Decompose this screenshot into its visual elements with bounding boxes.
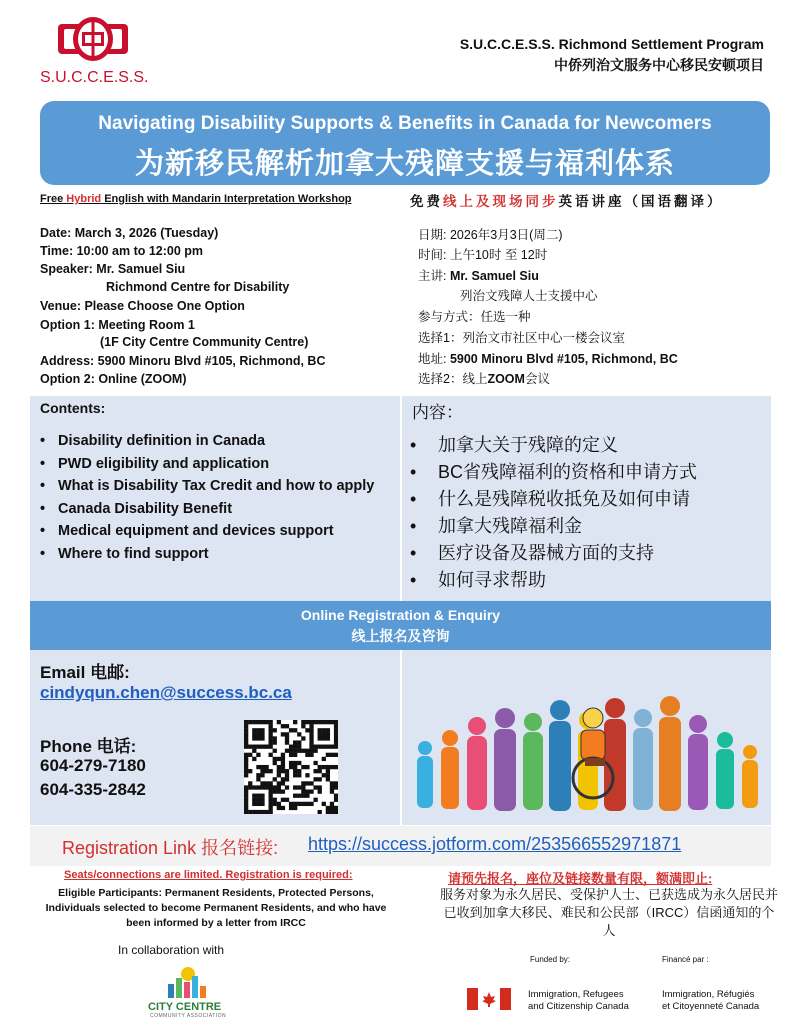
phone-label: Phone 电话: bbox=[40, 737, 137, 756]
date-zh: 日期: 2026年3月3日(周二) bbox=[418, 228, 563, 242]
option1-detail-en: (1F City Centre Community Centre) bbox=[100, 335, 309, 349]
success-logo-icon bbox=[38, 14, 163, 88]
ircc-name-en bbox=[528, 989, 629, 1013]
funded-by-label: Funded by: bbox=[530, 955, 571, 964]
contents-list-zh bbox=[410, 432, 765, 594]
list-item: • Canada Disability Benefit bbox=[40, 498, 395, 521]
contents-list-en bbox=[40, 430, 395, 565]
speaker-en: Speaker: Mr. Samuel Siu bbox=[40, 262, 186, 276]
canada-flag bbox=[467, 988, 511, 1010]
collaboration-label: In collaboration with bbox=[118, 943, 225, 957]
list-item: • 什么是残障税收抵免及如何申请 bbox=[410, 486, 765, 513]
registration-link-label: Registration Link 报名链接: bbox=[62, 838, 279, 858]
speaker-org-en: Richmond Centre for Disability bbox=[106, 280, 290, 294]
ircc-fr-line-2: et Citoyenneté Canada bbox=[662, 1001, 760, 1012]
address-en: Address: 5900 Minoru Blvd #105, Richmond, BC bbox=[40, 354, 326, 368]
canada-flag-icon bbox=[467, 988, 511, 1010]
city-centre-name: CITY CENTRE bbox=[148, 1001, 222, 1013]
qr-code-icon bbox=[244, 720, 338, 814]
registration-link[interactable]: https://success.jotform.com/253566552971871 bbox=[308, 834, 682, 854]
venue-en: Venue: Please Choose One Option bbox=[40, 299, 245, 313]
title-en: Navigating Disability Supports & Benefits in Canada for Newcomers bbox=[98, 113, 712, 134]
workshop-en-highlight: Hybrid bbox=[66, 193, 102, 205]
city-centre-subtitle: COMMUNITY ASSOCIATION bbox=[150, 1013, 227, 1019]
success-logo bbox=[38, 14, 163, 88]
email-label: Email 电邮: bbox=[40, 663, 130, 682]
contents-divider bbox=[400, 396, 402, 601]
eligibility-en: Eligible Participants: Permanent Residents, Protected Persons, Individuals selected to become Permanent Residents, and who have been informed by a letter from IRCC bbox=[45, 887, 387, 929]
list-item: • 加拿大关于残障的定义 bbox=[410, 432, 765, 459]
speaker-zh bbox=[418, 267, 539, 285]
logo-text: S.U.C.C.E.S.S. bbox=[40, 69, 149, 86]
ircc-fr-line-1: Immigration, Réfugiés bbox=[662, 989, 755, 1000]
workshop-type-en bbox=[40, 193, 352, 205]
title-zh: 为新移民解析加拿大残障支援与福利体系 bbox=[134, 148, 675, 180]
workshop-zh-highlight: 线上及现场同步 bbox=[443, 194, 559, 209]
ircc-en-line-1: Immigration, Refugees bbox=[528, 989, 624, 1000]
eligibility-zh: 服务对象为永久居民、受保护人士、已获选成为永久居民并已收到加拿大移民、难民和公民部（IRCC）信函通知的个人 bbox=[440, 887, 779, 938]
contents-title-en: Contents: bbox=[40, 400, 106, 416]
list-item: • 医疗设备及器械方面的支持 bbox=[410, 540, 765, 567]
email-link[interactable]: cindyqun.chen@success.bc.ca bbox=[40, 683, 292, 702]
workshop-zh-suffix: 英语讲座（国语翻译） bbox=[558, 194, 724, 209]
list-item: • 加拿大残障福利金 bbox=[410, 513, 765, 540]
list-item: • PWD eligibility and application bbox=[40, 453, 395, 476]
ircc-en-line-2: and Citizenship Canada bbox=[528, 1001, 629, 1012]
speaker-label-zh: 主讲: bbox=[418, 269, 450, 283]
option2-zh bbox=[418, 370, 550, 388]
seats-notice-en: Seats/connections are limited. Registration is required: bbox=[64, 869, 353, 881]
time-en: Time: 10:00 am to 12:00 pm bbox=[40, 244, 204, 258]
venue-zh: 参与方式：任选一种 bbox=[418, 310, 531, 324]
people-illustration bbox=[405, 660, 767, 820]
city-centre-logo-icon bbox=[140, 962, 240, 1002]
people-illustration-icon bbox=[405, 660, 767, 820]
list-item: • BC省残障福利的资格和申请方式 bbox=[410, 459, 765, 486]
phone-number-1[interactable]: 604-279-7180 bbox=[40, 756, 146, 775]
option2-en: Option 2: Online (ZOOM) bbox=[40, 372, 187, 386]
program-name-zh: 中侨列治文服务中心移民安顿项目 bbox=[554, 57, 764, 73]
phone-number-2[interactable]: 604-335-2842 bbox=[40, 780, 146, 799]
ircc-name-fr bbox=[662, 989, 759, 1013]
list-item: • Where to find support bbox=[40, 543, 395, 566]
date-en: Date: March 3, 2026 (Tuesday) bbox=[40, 226, 219, 240]
workshop-en-prefix: Free bbox=[40, 193, 67, 205]
workshop-zh-prefix: 免费 bbox=[410, 194, 443, 209]
program-name-en: S.U.C.C.E.S.S. Richmond Settlement Program bbox=[459, 36, 764, 52]
list-item: • What is Disability Tax Credit and how to apply bbox=[40, 475, 395, 498]
workshop-type-zh bbox=[410, 190, 724, 210]
workshop-en-suffix: English with Mandarin Interpretation Workshop bbox=[101, 193, 352, 205]
list-item: • 如何寻求帮助 bbox=[410, 567, 765, 594]
address-value-zh: 5900 Minoru Blvd #105, Richmond, BC bbox=[449, 352, 678, 366]
contents-title-zh: 内容： bbox=[412, 403, 463, 422]
time-zh: 时间: 上午10时 至 12时 bbox=[418, 248, 548, 262]
option1-en: Option 1: Meeting Room 1 bbox=[40, 318, 195, 332]
qr-code[interactable] bbox=[244, 720, 338, 814]
option2-prefix-zh: 选择2：线上 bbox=[418, 372, 488, 386]
finance-par-label: Financé par : bbox=[662, 955, 709, 964]
speaker-org-zh: 列治文残障人士支援中心 bbox=[460, 289, 598, 303]
list-item: • Disability definition in Canada bbox=[40, 430, 395, 453]
contact-divider bbox=[400, 650, 402, 825]
option2-bold-zh: ZOOM bbox=[487, 372, 525, 386]
list-item: • Medical equipment and devices support bbox=[40, 520, 395, 543]
registration-title-en: Online Registration & Enquiry bbox=[300, 607, 501, 623]
option1-zh: 选择1：列治文市社区中心一楼会议室 bbox=[418, 331, 625, 345]
seats-notice-zh: 请预先报名，座位及链接数量有限，额满即止: bbox=[448, 871, 713, 886]
speaker-name-zh: Mr. Samuel Siu bbox=[449, 269, 539, 283]
registration-title-zh: 线上报名及咨询 bbox=[351, 628, 450, 644]
registration-band bbox=[30, 601, 771, 650]
option2-suffix-zh: 会议 bbox=[524, 372, 550, 386]
address-zh bbox=[418, 350, 678, 368]
address-label-zh: 地址: bbox=[418, 352, 450, 366]
title-banner bbox=[40, 101, 770, 185]
